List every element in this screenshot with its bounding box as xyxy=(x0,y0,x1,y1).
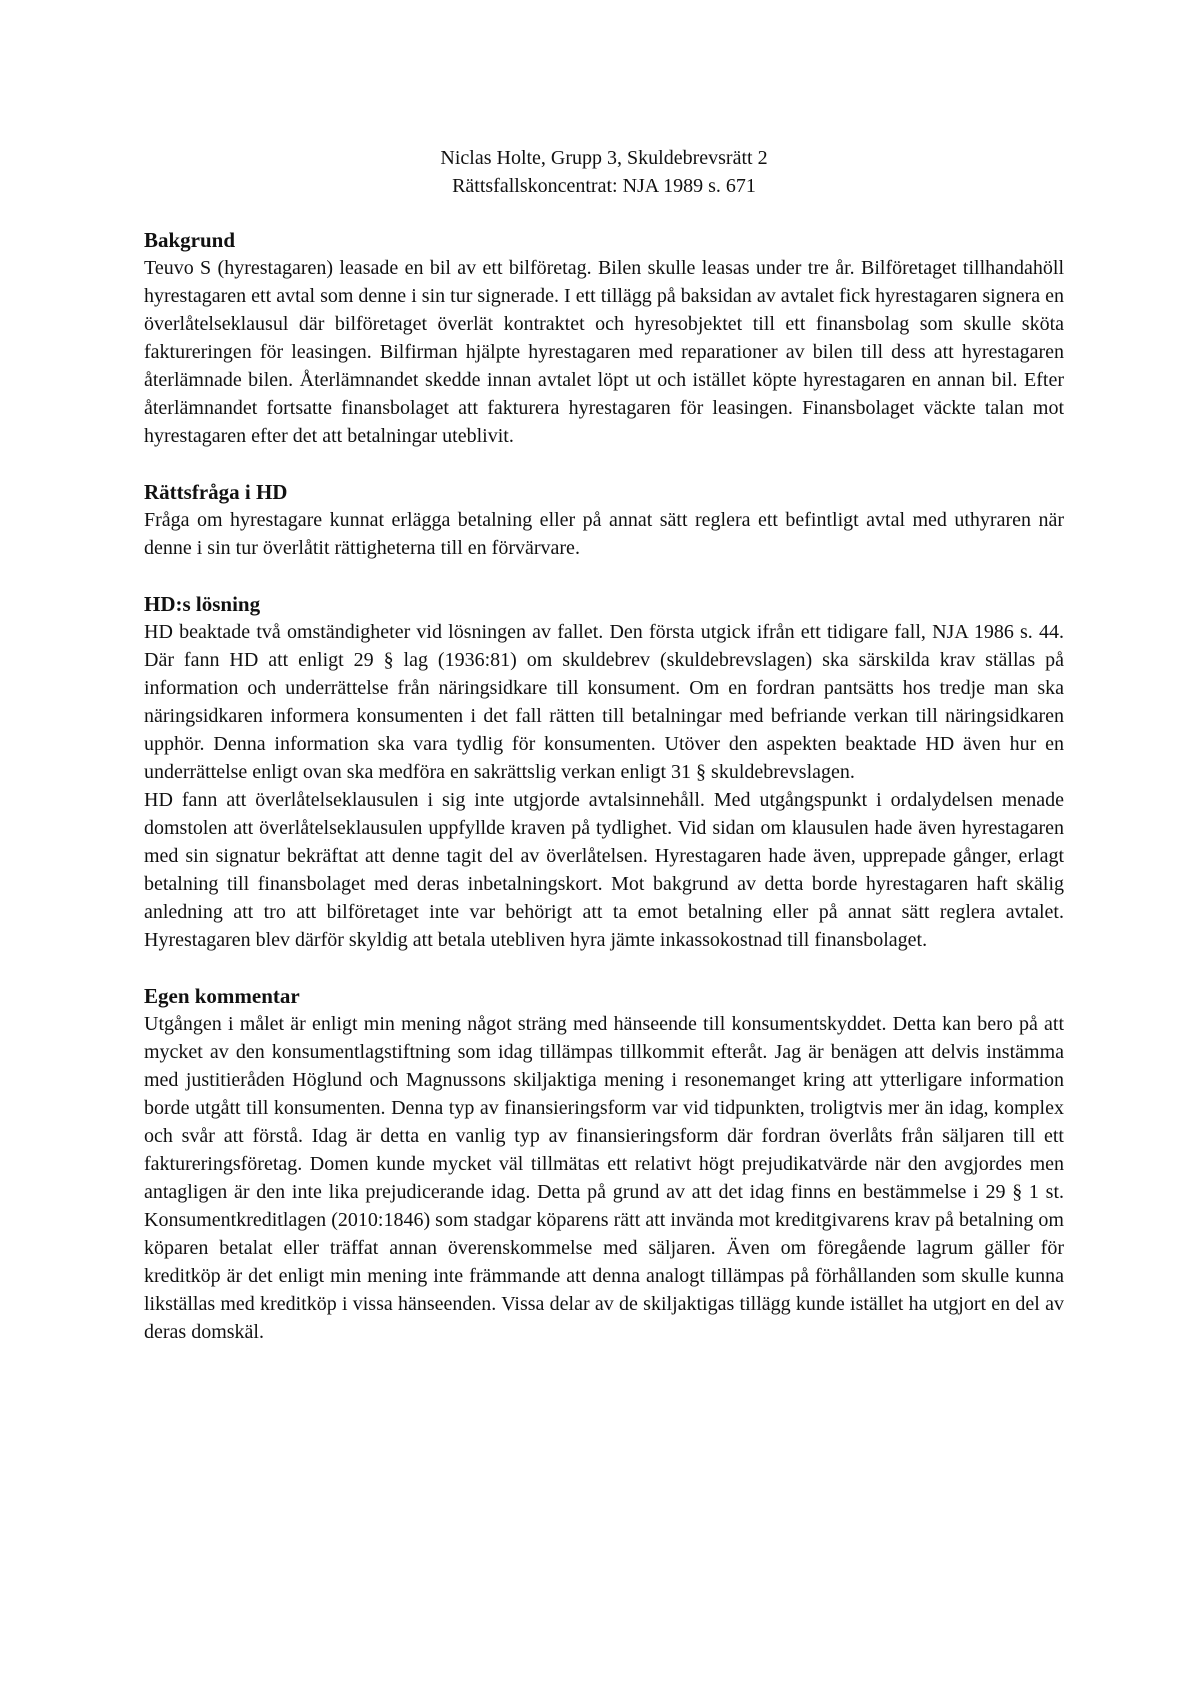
paragraph-kommentar-1: Utgången i målet är enligt min mening något sträng med hänseende till konsumentskyddet. Detta kan bero på att mycket av den konsumentlagstiftning som idag tillämpas tillkommit efteråt. Jag är benägen att delvis instämma med justitieråden Höglund och Magnussons skiljaktiga mening i resonemanget kring att ytterligare information borde utgått till konsumenten. Denna typ av finansieringsform var vid tidpunkten, troligtvis mer än idag, komplex och svår att förstå. Idag är detta en vanlig typ av finansieringsform där fordran överlåts från säljaren till ett faktureringsföretag. Domen kunde mycket väl tillmätas ett relativt högt prejudikatvärde när den avgjordes men antagligen är den inte lika prejudicerande idag. Detta på grund av att det idag finns en bestämmelse i 29 § 1 st. Konsumentkreditlagen (2010:1846) som stadgar köparens rätt att invända mot kreditgivarens krav på betalning om köparen betalat eller träffat annan överenskommelse med säljaren. Även om föregående lagrum gäller för kreditköp är det enligt min mening inte främmande att denna analogt tillämpas på förhållanden som skulle kunna likställas med kreditköp i vissa hänseenden. Vissa delar av de skiljaktigas tillägg kunde istället ha utgjort en del av deras domskäl. xyxy=(144,1013,1064,1343)
section-heading-bakgrund: Bakgrund xyxy=(144,228,236,252)
section-rattsfraga xyxy=(144,478,1064,562)
section-heading-rattsfraga: Rättsfråga i HD xyxy=(144,480,288,504)
section-losning xyxy=(144,590,1064,954)
header-author-line: Niclas Holte, Grupp 3, Skuldebrevsrätt 2 xyxy=(440,147,768,169)
paragraph-rattsfraga-1: Fråga om hyrestagare kunnat erlägga betalning eller på annat sätt reglera ett befintligt avtal med uthyraren när denne i sin tur överlåtit rättigheterna till en förvärvare. xyxy=(144,509,1064,559)
document-header xyxy=(144,144,1064,200)
section-bakgrund xyxy=(144,226,1064,450)
section-kommentar xyxy=(144,982,1064,1346)
header-case-line: Rättsfallskoncentrat: NJA 1989 s. 671 xyxy=(452,175,756,197)
paragraph-losning-1: HD beaktade två omständigheter vid lösningen av fallet. Den första utgick ifrån ett tidigare fall, NJA 1986 s. 44. Där fann HD att enligt 29 § lag (1936:81) om skuldebrev (skuldebrevslagen) ska särskilda krav ställas på information och underrättelse från näringsidkare till konsument. Om en fordran pantsätts hos tredje man ska näringsidkaren informera konsumenten i det fall rätten till betalningar med befriande verkan till näringsidkaren upphör. Denna information ska vara tydlig för konsumenten. Utöver den aspekten beaktade HD även hur en underrättelse enligt ovan ska medföra en sakrättslig verkan enligt 31 § skuldebrevslagen. xyxy=(144,621,1064,783)
paragraph-losning-2: HD fann att överlåtelseklausulen i sig inte utgjorde avtalsinnehåll. Med utgångspunkt i ordalydelsen menade domstolen att överlåtelseklausulen uppfyllde kraven på tydlighet. Vid sidan om klausulen hade även hyrestagaren med sin signatur bekräftat att denne tagit del av överlåtelsen. Hyrestagaren hade även, upprepade gånger, erlagt betalning till finansbolaget med deras inbetalningskort. Mot bakgrund av detta borde hyrestagaren haft skälig anledning att tro att bilföretaget inte var behörigt att ta emot betalning eller på annat sätt reglera avtalet. Hyrestagaren blev därför skyldig att betala utebliven hyra jämte inkassokostnad till finansbolaget. xyxy=(144,789,1064,951)
section-heading-kommentar: Egen kommentar xyxy=(144,984,300,1008)
document-body xyxy=(144,144,1064,1346)
section-heading-losning: HD:s lösning xyxy=(144,592,261,616)
paragraph-bakgrund-1: Teuvo S (hyrestagaren) leasade en bil av ett bilföretag. Bilen skulle leasas under tre år. Bilföretaget tillhandahöll hyrestagaren ett avtal som denne i sin tur signerade. I ett tillägg på baksidan av avtalet fick hyrestagaren signera en överlåtelseklausul där bilföretaget överlät kontraktet och hyresobjektet till ett finansbolag som skulle sköta faktureringen för leasingen. Bilfirman hjälpte hyrestagaren med reparationer av bilen till dess att hyrestagaren återlämnade bilen. Återlämnandet skedde innan avtalet löpt ut och istället köpte hyrestagaren en annan bil. Efter återlämnandet fortsatte finansbolaget att fakturera hyrestagaren för leasingen. Finansbolaget väckte talan mot hyrestagaren efter det att betalningar uteblivit. xyxy=(144,257,1064,447)
